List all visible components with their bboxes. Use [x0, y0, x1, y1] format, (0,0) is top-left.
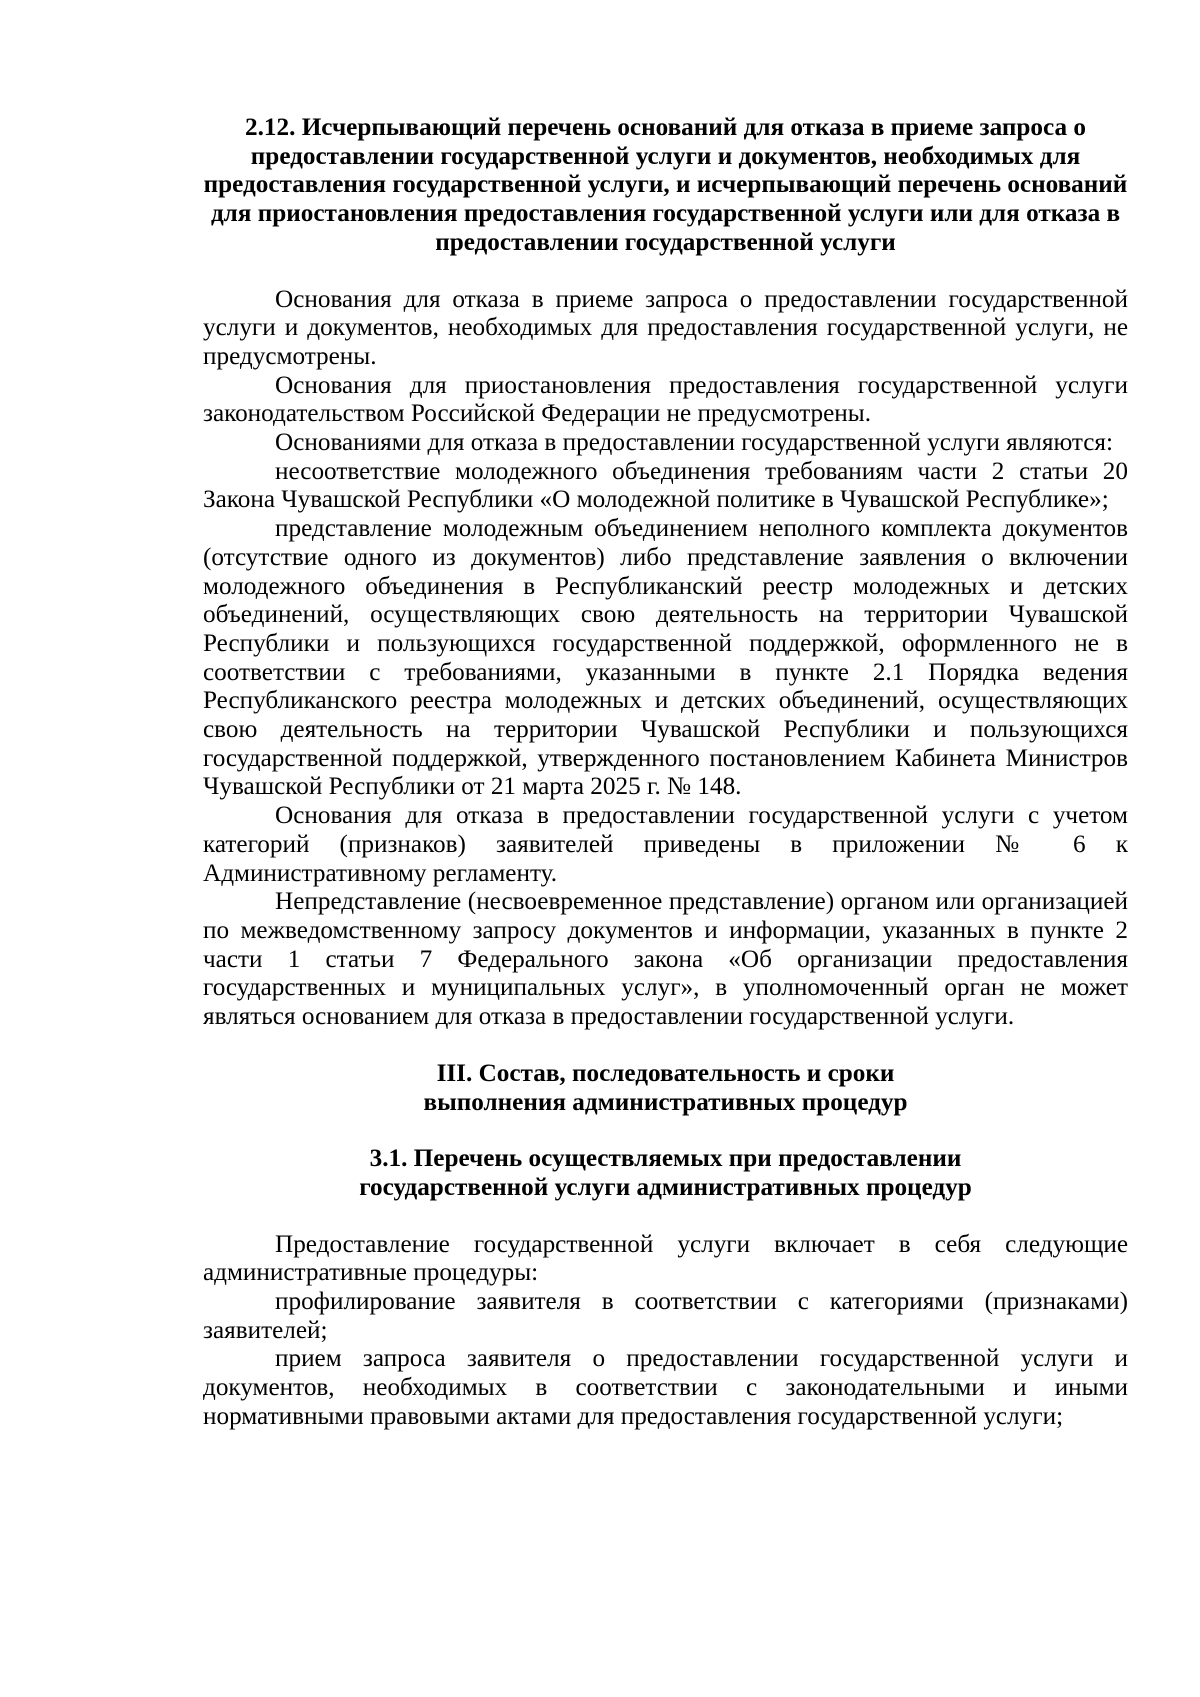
list-item: несоответствие молодежного объединения требованиям части 2 статьи 20 Закона Чувашской Республики «О молодежной политике в Чувашской Республике»; — [203, 457, 1128, 514]
paragraph: Основаниями для отказа в предоставлении государственной услуги являются: — [275, 429, 1114, 457]
list-item: прием запроса заявителя о предоставлении государственной услуги и документов, необходимых в соответствии с законодательными и иными нормативными правовыми актами для предоставления государственной услуги; — [203, 1345, 1128, 1430]
section-3-heading: III. Состав, последовательность и сроки выполнения административных процедур — [423, 1059, 908, 1116]
paragraph: Предоставление государственной услуги включает в себя следующие административные процедуры: — [203, 1230, 1128, 1287]
section-2-12-heading: 2.12. Исчерпывающий перечень оснований для отказа в приеме запроса о предоставлении государственной услуги и документов, необходимых для предоставления государственной услуги, и исчерпывающий перечень оснований для приостановления предоставления государственной услуги или для отказа в предоставлении государственной услуги — [203, 114, 1128, 256]
section-3-1-heading: 3.1. Перечень осуществляемых при предоставлении государственной услуги административных процедур — [359, 1145, 972, 1201]
list-item: профилирование заявителя в соответствии с категориями (признаками) заявителей; — [203, 1288, 1128, 1344]
paragraph: Непредставление (несвоевременное представление) органом или организацией по межведомственному запросу документов и информации, указанных в пункте 2 части 1 статьи 7 Федерального закона «Об организации предоставления государственных и муниципальных услуг», в уполномоченный орган не может являться основанием для отказа в предоставлении государственной услуги. — [203, 888, 1128, 1031]
list-item: представление молодежным объединением неполного комплекта документов (отсутствие одного из документов) либо представление заявления о включении молодежного объединения в Республиканский реестр молодежных и детских объединений, осуществляющих свою деятельность на территории Чувашской Республики и пользующихся государственной поддержкой, оформленного не в соответствии с требованиями, указанными в пункте 2.1 Порядка ведения Республиканского реестра молодежных и детских объединений, осуществляющих свою деятельность на территории Чувашской Республики и пользующихся государственной поддержкой, утвержденного постановлением Кабинета Министров Чувашской Республики от 21 марта 2025 г. № 148. — [203, 515, 1128, 801]
paragraph: Основания для отказа в приеме запроса о предоставлении государственной услуги и документов, необходимых для предоставления государственной услуги, не предусмотрены. — [203, 285, 1128, 370]
document-page — [203, 114, 1128, 1432]
paragraph: Основания для приостановления предоставления государственной услуги законодательством Российской Федерации не предусмотрены. — [203, 371, 1128, 428]
paragraph: Основания для отказа в предоставлении государственной услуги с учетом категорий (признаков) заявителей приведены в приложении № 6 к Административному регламенту. — [203, 802, 1128, 887]
